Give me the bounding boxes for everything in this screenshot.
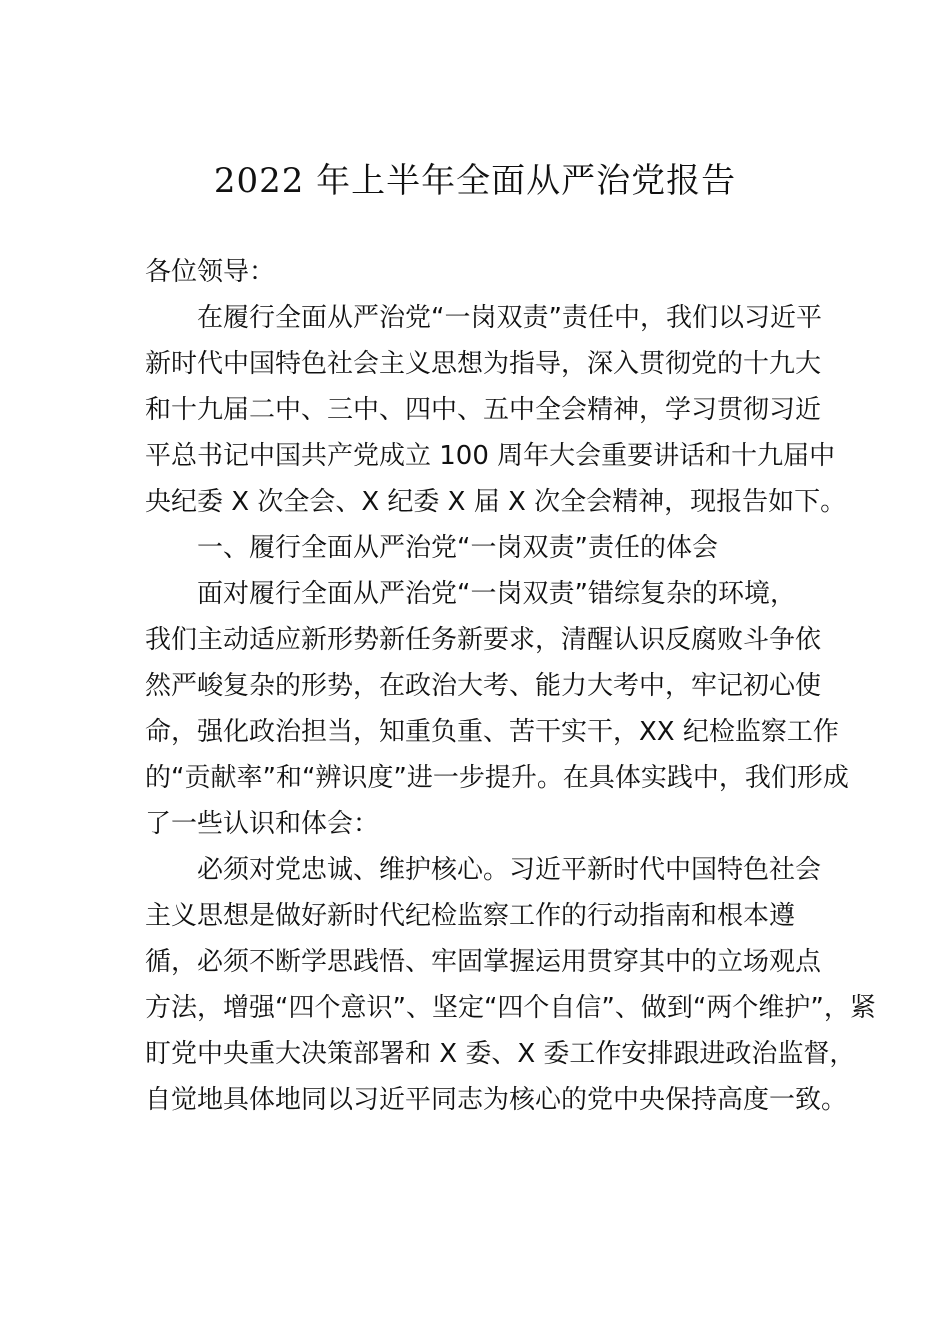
paragraph-line: 然严峻复杂的形势，在政治大考、能力大考中，牢记初心使 bbox=[145, 671, 822, 701]
paragraph-line: 在履行全面从严治党“一岗双责”责任中，我们以习近平 bbox=[197, 303, 822, 333]
paragraph-line: 了一些认识和体会： bbox=[145, 809, 380, 839]
paragraph-line: 平总书记中国共产党成立 100 周年大会重要讲话和十九届中 bbox=[145, 441, 836, 471]
paragraph-line: 循，必须不断学思践悟、牢固掌握运用贯穿其中的立场观点 bbox=[145, 947, 822, 977]
paragraph-line: 自觉地具体地同以习近平同志为核心的党中央保持高度一致。 bbox=[145, 1085, 848, 1115]
paragraph-line: 主义思想是做好新时代纪检监察工作的行动指南和根本遵 bbox=[145, 901, 796, 931]
paragraph-line: 的“贡献率”和“辨识度”进一步提升。在具体实践中，我们形成 bbox=[145, 763, 849, 793]
paragraph-line: 和十九届二中、三中、四中、五中全会精神，学习贯彻习近 bbox=[145, 395, 822, 425]
section-heading: 一、履行全面从严治党“一岗双责”责任的体会 bbox=[197, 533, 718, 563]
paragraph-line: 央纪委 X 次全会、X 纪委 X 届 X 次全会精神，现报告如下。 bbox=[145, 487, 847, 517]
paragraph-line: 必须对党忠诚、维护核心。习近平新时代中国特色社会 bbox=[197, 855, 822, 885]
paragraph-line: 命，强化政治担当，知重负重、苦干实干，XX 纪检监察工作 bbox=[145, 717, 839, 747]
paragraph-line: 盯党中央重大决策部署和 X 委、X 委工作安排跟进政治监督， bbox=[145, 1039, 856, 1069]
document-title: 2022 年上半年全面从严治党报告 bbox=[213, 161, 737, 201]
paragraph-line: 面对履行全面从严治党“一岗双责”错综复杂的环境， bbox=[197, 579, 796, 609]
paragraph-line: 方法，增强“四个意识”、坚定“四个自信”、做到“两个维护”，紧 bbox=[145, 993, 876, 1023]
salutation: 各位领导： bbox=[145, 257, 276, 287]
paragraph-line: 新时代中国特色社会主义思想为指导，深入贯彻党的十九大 bbox=[145, 349, 822, 379]
paragraph-line: 我们主动适应新形势新任务新要求，清醒认识反腐败斗争依 bbox=[145, 625, 822, 655]
